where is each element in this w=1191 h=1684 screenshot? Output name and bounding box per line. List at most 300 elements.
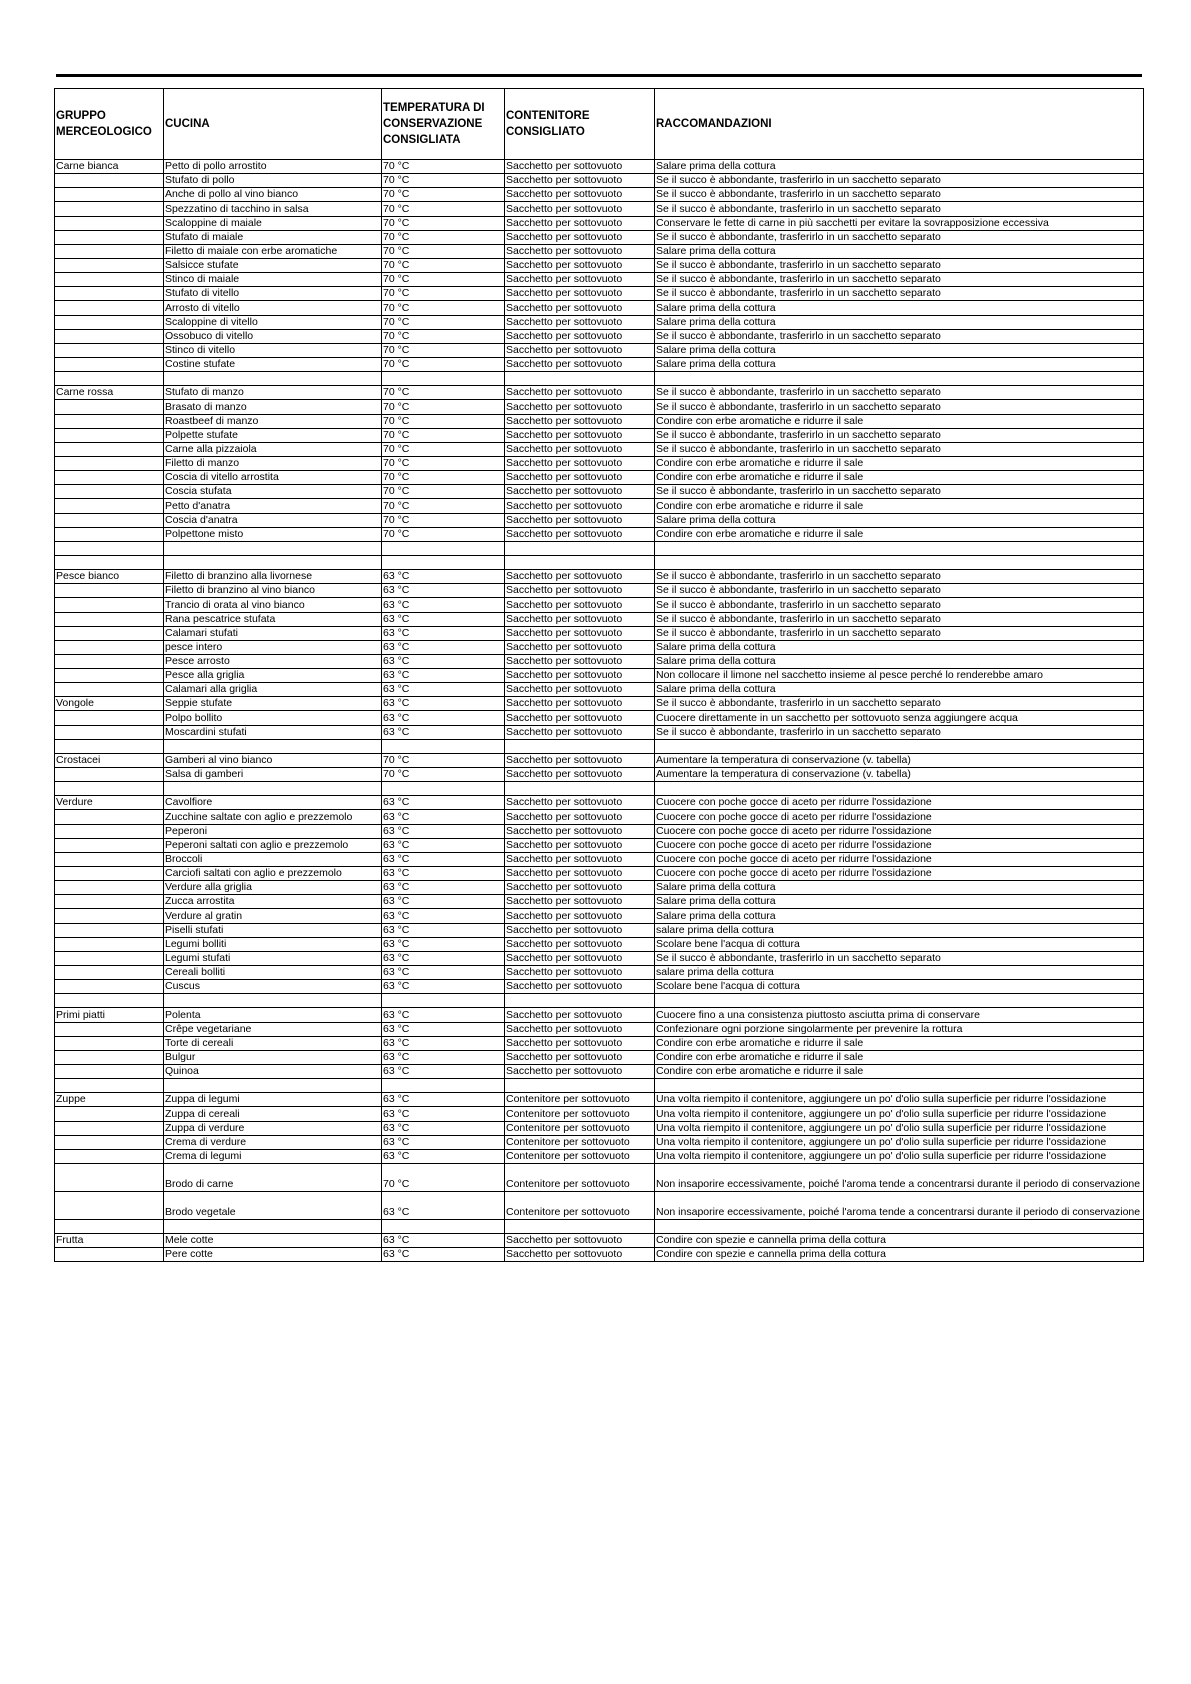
empty-cell [55,555,164,569]
temperature-cell: 63 °C [382,951,505,965]
group-cell [55,598,164,612]
spacer-row [55,372,1144,386]
container-cell: Sacchetto per sottovuoto [505,174,655,188]
group-cell [55,654,164,668]
dish-cell: Brasato di manzo [164,400,382,414]
temperature-cell: 63 °C [382,626,505,640]
dish-cell: Seppie stufate [164,697,382,711]
group-cell [55,287,164,301]
recommendation-cell: Una volta riempito il contenitore, aggiungere un po' d'olio sulla superficie per ridurre l'ossidazione [655,1121,1144,1135]
empty-cell [55,739,164,753]
group-cell [55,1248,164,1262]
dish-cell: Stufato di manzo [164,386,382,400]
table-row [55,640,1144,654]
dish-cell: Broccoli [164,852,382,866]
recommendation-cell: Salare prima della cottura [655,357,1144,371]
table-row [55,895,1144,909]
table-row [55,1121,1144,1135]
container-cell: Sacchetto per sottovuoto [505,258,655,272]
temperature-cell: 63 °C [382,923,505,937]
group-cell [55,1191,164,1219]
group-cell [55,315,164,329]
group-cell [55,329,164,343]
dish-cell: Ossobuco di vitello [164,329,382,343]
temperature-cell: 70 °C [382,315,505,329]
recommendation-cell: Se il succo è abbondante, trasferirlo in un sacchetto separato [655,428,1144,442]
recommendation-cell: Se il succo è abbondante, trasferirlo in un sacchetto separato [655,174,1144,188]
recommendation-cell: Se il succo è abbondante, trasferirlo in un sacchetto separato [655,697,1144,711]
group-cell [55,626,164,640]
temperature-cell: 63 °C [382,725,505,739]
recommendation-cell: Cuocere fino a una consistenza piuttosto asciutta prima di conservare [655,1008,1144,1022]
container-cell: Sacchetto per sottovuoto [505,230,655,244]
table-row [55,513,1144,527]
empty-cell [655,1219,1144,1233]
dish-cell: Verdure al gratin [164,909,382,923]
container-cell: Sacchetto per sottovuoto [505,1008,655,1022]
temperature-cell: 63 °C [382,640,505,654]
recommendation-cell: Se il succo è abbondante, trasferirlo in un sacchetto separato [655,202,1144,216]
container-cell: Sacchetto per sottovuoto [505,697,655,711]
container-cell: Sacchetto per sottovuoto [505,768,655,782]
table-row [55,499,1144,513]
dish-cell: Peperoni saltati con aglio e prezzemolo [164,838,382,852]
recommendation-cell: Condire con erbe aromatiche e ridurre il sale [655,456,1144,470]
group-cell [55,980,164,994]
temperature-cell: 63 °C [382,1036,505,1050]
container-cell: Sacchetto per sottovuoto [505,909,655,923]
recommendation-cell: Salare prima della cottura [655,315,1144,329]
empty-cell [505,555,655,569]
spacer-row [55,1219,1144,1233]
temperature-cell: 70 °C [382,287,505,301]
dish-cell: Pere cotte [164,1248,382,1262]
group-cell [55,669,164,683]
recommendation-cell: Se il succo è abbondante, trasferirlo in un sacchetto separato [655,188,1144,202]
dish-cell: Filetto di manzo [164,456,382,470]
dish-cell: Polpo bollito [164,711,382,725]
dish-cell: Roastbeef di manzo [164,414,382,428]
container-cell: Contenitore per sottovuoto [505,1191,655,1219]
empty-cell [55,372,164,386]
table-row [55,598,1144,612]
dish-cell: Moscardini stufati [164,725,382,739]
temperature-cell: 70 °C [382,357,505,371]
recommendation-cell: Se il succo è abbondante, trasferirlo in un sacchetto separato [655,442,1144,456]
table-row [55,824,1144,838]
table-row [55,485,1144,499]
recommendation-cell: Se il succo è abbondante, trasferirlo in un sacchetto separato [655,386,1144,400]
header-recommendations: RACCOMANDAZIONI [655,89,1144,160]
spacer-row [55,541,1144,555]
empty-cell [382,994,505,1008]
table-row [55,456,1144,470]
dish-cell: Cereali bolliti [164,966,382,980]
container-cell: Sacchetto per sottovuoto [505,1065,655,1079]
container-cell: Sacchetto per sottovuoto [505,626,655,640]
dish-cell: Polenta [164,1008,382,1022]
dish-cell: Salsicce stufate [164,258,382,272]
empty-cell [164,1079,382,1093]
spacer-row [55,555,1144,569]
container-cell: Sacchetto per sottovuoto [505,216,655,230]
empty-cell [55,541,164,555]
table-row [55,838,1144,852]
group-cell [55,202,164,216]
temperature-cell: 70 °C [382,768,505,782]
table-row [55,570,1144,584]
group-cell: Vongole [55,697,164,711]
table-row [55,216,1144,230]
group-cell [55,1036,164,1050]
table-row [55,966,1144,980]
container-cell: Sacchetto per sottovuoto [505,513,655,527]
temperature-cell: 70 °C [382,414,505,428]
table-row [55,810,1144,824]
temperature-cell: 63 °C [382,838,505,852]
recommendation-cell: Salare prima della cottura [655,909,1144,923]
spacer-row [55,782,1144,796]
empty-cell [655,1079,1144,1093]
recommendation-cell: Se il succo è abbondante, trasferirlo in un sacchetto separato [655,329,1144,343]
container-cell: Sacchetto per sottovuoto [505,428,655,442]
table-row [55,230,1144,244]
table-row [55,273,1144,287]
temperature-cell: 63 °C [382,1050,505,1064]
group-cell: Pesce bianco [55,570,164,584]
temperature-cell: 63 °C [382,1121,505,1135]
table-row [55,626,1144,640]
dish-cell: Cuscus [164,980,382,994]
temperature-cell: 63 °C [382,895,505,909]
table-row [55,923,1144,937]
empty-cell [55,782,164,796]
temperature-cell: 63 °C [382,966,505,980]
recommendation-cell: Condire con erbe aromatiche e ridurre il sale [655,1065,1144,1079]
group-cell [55,174,164,188]
container-cell: Contenitore per sottovuoto [505,1121,655,1135]
table-row [55,867,1144,881]
header-group: GRUPPO MERCEOLOGICO [55,89,164,160]
recommendation-cell: Se il succo è abbondante, trasferirlo in un sacchetto separato [655,287,1144,301]
table-row [55,527,1144,541]
table-row [55,442,1144,456]
recommendation-cell: Cuocere con poche gocce di aceto per ridurre l'ossidazione [655,838,1144,852]
table-row [55,951,1144,965]
empty-cell [655,782,1144,796]
recommendation-cell: Salare prima della cottura [655,881,1144,895]
recommendation-cell: Se il succo è abbondante, trasferirlo in un sacchetto separato [655,612,1144,626]
table-row [55,753,1144,767]
table-row [55,725,1144,739]
container-cell: Sacchetto per sottovuoto [505,570,655,584]
dish-cell: Carne alla pizzaiola [164,442,382,456]
dish-cell: Crêpe vegetariane [164,1022,382,1036]
recommendation-cell: Se il succo è abbondante, trasferirlo in un sacchetto separato [655,230,1144,244]
empty-cell [655,372,1144,386]
recommendation-cell: Salare prima della cottura [655,654,1144,668]
recommendation-cell: Conservare le fette di carne in più sacchetti per evitare la sovrapposizione eccessiva [655,216,1144,230]
temperature-cell: 70 °C [382,527,505,541]
temperature-cell: 63 °C [382,697,505,711]
container-cell: Sacchetto per sottovuoto [505,654,655,668]
table-row [55,202,1144,216]
recommendation-cell: Condire con spezie e cannella prima della cottura [655,1248,1144,1262]
group-cell [55,584,164,598]
container-cell: Sacchetto per sottovuoto [505,273,655,287]
container-cell: Sacchetto per sottovuoto [505,951,655,965]
dish-cell: Arrosto di vitello [164,301,382,315]
recommendation-cell: salare prima della cottura [655,923,1144,937]
temperature-cell: 63 °C [382,711,505,725]
dish-cell: pesce intero [164,640,382,654]
temperature-cell: 70 °C [382,485,505,499]
container-cell: Sacchetto per sottovuoto [505,202,655,216]
group-cell [55,1022,164,1036]
dish-cell: Legumi stufati [164,951,382,965]
table-row [55,654,1144,668]
dish-cell: Filetto di maiale con erbe aromatiche [164,244,382,258]
temperature-cell: 70 °C [382,471,505,485]
recommendation-cell: Cuocere con poche gocce di aceto per ridurre l'ossidazione [655,867,1144,881]
header-temperature: TEMPERATURA DI CONSERVAZIONE CONSIGLIATA [382,89,505,160]
table-row [55,386,1144,400]
group-cell [55,838,164,852]
dish-cell: Scaloppine di vitello [164,315,382,329]
container-cell: Sacchetto per sottovuoto [505,669,655,683]
dish-cell: Salsa di gamberi [164,768,382,782]
group-cell: Crostacei [55,753,164,767]
temperature-cell: 63 °C [382,1107,505,1121]
table-row [55,1163,1144,1191]
container-cell: Sacchetto per sottovuoto [505,584,655,598]
table-row [55,414,1144,428]
dish-cell: Stufato di pollo [164,174,382,188]
temperature-cell: 70 °C [382,273,505,287]
temperature-cell: 70 °C [382,513,505,527]
group-cell [55,612,164,626]
container-cell: Sacchetto per sottovuoto [505,301,655,315]
recommendation-cell: Se il succo è abbondante, trasferirlo in un sacchetto separato [655,570,1144,584]
table-row [55,1093,1144,1107]
empty-cell [164,372,382,386]
container-cell: Contenitore per sottovuoto [505,1149,655,1163]
empty-cell [655,555,1144,569]
dish-cell: Petto di pollo arrostito [164,160,382,174]
container-cell: Sacchetto per sottovuoto [505,725,655,739]
table-row [55,697,1144,711]
dish-cell: Rana pescatrice stufata [164,612,382,626]
table-row [55,683,1144,697]
recommendation-cell: Una volta riempito il contenitore, aggiungere un po' d'olio sulla superficie per ridurre l'ossidazione [655,1107,1144,1121]
group-cell [55,951,164,965]
container-cell: Sacchetto per sottovuoto [505,287,655,301]
group-cell: Verdure [55,796,164,810]
container-cell: Sacchetto per sottovuoto [505,640,655,654]
group-cell [55,852,164,866]
container-cell: Sacchetto per sottovuoto [505,881,655,895]
recommendation-cell: Una volta riempito il contenitore, aggiungere un po' d'olio sulla superficie per ridurre l'ossidazione [655,1149,1144,1163]
recommendation-cell: Condire con erbe aromatiche e ridurre il sale [655,414,1144,428]
container-cell: Sacchetto per sottovuoto [505,1234,655,1248]
recommendation-cell: Cuocere con poche gocce di aceto per ridurre l'ossidazione [655,852,1144,866]
empty-cell [382,1079,505,1093]
group-cell [55,428,164,442]
dish-cell: Calamari stufati [164,626,382,640]
container-cell: Sacchetto per sottovuoto [505,683,655,697]
dish-cell: Stinco di vitello [164,343,382,357]
recommendation-cell: Non insaporire eccessivamente, poiché l'aroma tende a concentrarsi durante il periodo di conservazione [655,1163,1144,1191]
empty-cell [164,782,382,796]
dish-cell: Trancio di orata al vino bianco [164,598,382,612]
table-row [55,909,1144,923]
table-row [55,1008,1144,1022]
temperature-cell: 63 °C [382,1008,505,1022]
group-cell [55,768,164,782]
container-cell: Contenitore per sottovuoto [505,1093,655,1107]
container-cell: Sacchetto per sottovuoto [505,923,655,937]
temperature-cell: 70 °C [382,329,505,343]
dish-cell: Quinoa [164,1065,382,1079]
group-cell [55,188,164,202]
temperature-cell: 63 °C [382,683,505,697]
group-cell [55,1050,164,1064]
container-cell: Contenitore per sottovuoto [505,1107,655,1121]
empty-cell [164,994,382,1008]
dish-cell: Filetto di branzino al vino bianco [164,584,382,598]
table-row [55,471,1144,485]
group-cell [55,527,164,541]
temperature-cell: 70 °C [382,301,505,315]
group-cell [55,343,164,357]
table-row [55,1135,1144,1149]
group-cell: Carne rossa [55,386,164,400]
group-cell [55,1065,164,1079]
table-row [55,1149,1144,1163]
dish-cell: Coscia stufata [164,485,382,499]
group-cell [55,1121,164,1135]
container-cell: Sacchetto per sottovuoto [505,499,655,513]
temperature-cell: 63 °C [382,1149,505,1163]
group-cell [55,810,164,824]
conservation-table [54,88,1144,1262]
container-cell: Contenitore per sottovuoto [505,1135,655,1149]
container-cell: Sacchetto per sottovuoto [505,357,655,371]
temperature-cell: 70 °C [382,442,505,456]
group-cell [55,442,164,456]
temperature-cell: 63 °C [382,810,505,824]
dish-cell: Brodo di carne [164,1163,382,1191]
group-cell: Frutta [55,1234,164,1248]
recommendation-cell: Scolare bene l'acqua di cottura [655,980,1144,994]
dish-cell: Polpettone misto [164,527,382,541]
empty-cell [655,994,1144,1008]
dish-cell: Zuppa di cereali [164,1107,382,1121]
recommendation-cell: Non collocare il limone nel sacchetto insieme al pesce perché lo renderebbe amaro [655,669,1144,683]
recommendation-cell: Condire con erbe aromatiche e ridurre il sale [655,499,1144,513]
table-row [55,343,1144,357]
recommendation-cell: Se il succo è abbondante, trasferirlo in un sacchetto separato [655,258,1144,272]
dish-cell: Filetto di branzino alla livornese [164,570,382,584]
container-cell: Sacchetto per sottovuoto [505,400,655,414]
table-row [55,937,1144,951]
container-cell: Sacchetto per sottovuoto [505,937,655,951]
container-cell: Sacchetto per sottovuoto [505,160,655,174]
container-cell: Sacchetto per sottovuoto [505,188,655,202]
temperature-cell: 70 °C [382,456,505,470]
container-cell: Sacchetto per sottovuoto [505,329,655,343]
table-row [55,258,1144,272]
container-cell: Sacchetto per sottovuoto [505,852,655,866]
table-row [55,287,1144,301]
dish-cell: Pesce arrosto [164,654,382,668]
temperature-cell: 63 °C [382,937,505,951]
group-cell [55,301,164,315]
table-row [55,852,1144,866]
empty-cell [382,541,505,555]
group-cell [55,244,164,258]
container-cell: Sacchetto per sottovuoto [505,1050,655,1064]
recommendation-cell: Condire con erbe aromatiche e ridurre il sale [655,1036,1144,1050]
group-cell [55,909,164,923]
empty-cell [55,1079,164,1093]
container-cell: Sacchetto per sottovuoto [505,1022,655,1036]
temperature-cell: 63 °C [382,1065,505,1079]
dish-cell: Costine stufate [164,357,382,371]
table-row [55,1065,1144,1079]
temperature-cell: 70 °C [382,258,505,272]
table-row [55,1036,1144,1050]
recommendation-cell: Se il succo è abbondante, trasferirlo in un sacchetto separato [655,598,1144,612]
empty-cell [382,739,505,753]
table-row [55,1107,1144,1121]
dish-cell: Mele cotte [164,1234,382,1248]
group-cell [55,230,164,244]
dish-cell: Verdure alla griglia [164,881,382,895]
table-row [55,1248,1144,1262]
table-row [55,881,1144,895]
temperature-cell: 70 °C [382,244,505,258]
dish-cell: Piselli stufati [164,923,382,937]
dish-cell: Crema di legumi [164,1149,382,1163]
dish-cell: Torte di cereali [164,1036,382,1050]
recommendation-cell: Condire con erbe aromatiche e ridurre il sale [655,471,1144,485]
group-cell [55,923,164,937]
header-row [55,89,1144,160]
recommendation-cell: Se il succo è abbondante, trasferirlo in un sacchetto separato [655,485,1144,499]
container-cell: Sacchetto per sottovuoto [505,838,655,852]
dish-cell: Cavolfiore [164,796,382,810]
table-row [55,669,1144,683]
table-row [55,1191,1144,1219]
recommendation-cell: Cuocere con poche gocce di aceto per ridurre l'ossidazione [655,824,1144,838]
temperature-cell: 63 °C [382,867,505,881]
temperature-cell: 63 °C [382,796,505,810]
group-cell: Carne bianca [55,160,164,174]
recommendation-cell: Aumentare la temperatura di conservazione (v. tabella) [655,753,1144,767]
group-cell [55,1135,164,1149]
empty-cell [382,1219,505,1233]
group-cell [55,357,164,371]
dish-cell: Legumi bolliti [164,937,382,951]
dish-cell: Crema di verdure [164,1135,382,1149]
group-cell [55,1163,164,1191]
container-cell: Sacchetto per sottovuoto [505,824,655,838]
temperature-cell: 63 °C [382,909,505,923]
empty-cell [164,739,382,753]
recommendation-cell: Se il succo è abbondante, trasferirlo in un sacchetto separato [655,626,1144,640]
container-cell: Sacchetto per sottovuoto [505,598,655,612]
